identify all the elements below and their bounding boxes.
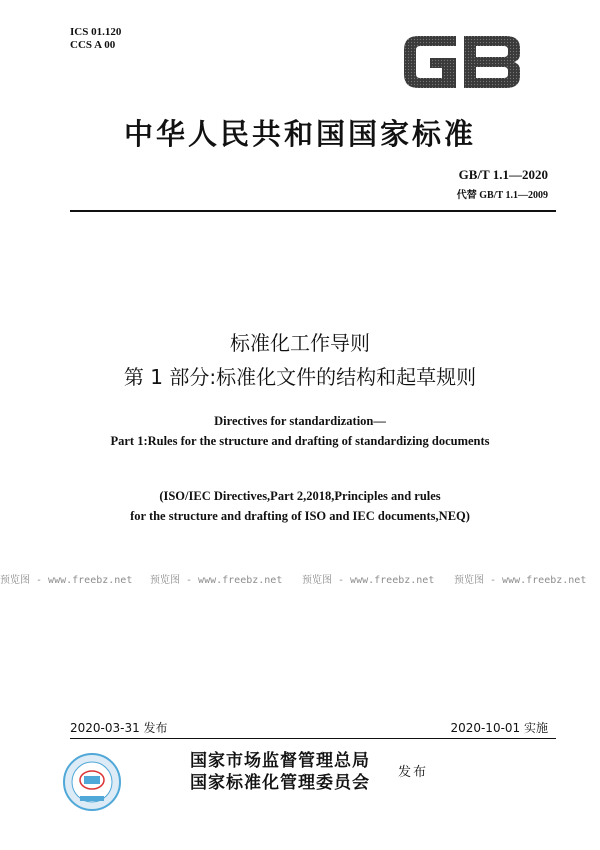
title-en-line2: Part 1:Rules for the structure and drafting of standardizing documents [110, 434, 490, 448]
certification-seal-icon [62, 752, 122, 812]
header-divider [70, 210, 556, 212]
ics-code: ICS 01.120 [70, 26, 122, 38]
gb-logo-icon [398, 26, 526, 98]
title-zh-line2: 第 1 部分:标准化文件的结构和起草规则 [123, 365, 477, 389]
footer-divider [70, 738, 556, 739]
preview-watermark [0, 572, 600, 590]
watermark-text: 预览图 - www.freebz.net [302, 575, 435, 586]
issuing-authorities [190, 750, 370, 794]
ccs-code: CCS A 00 [70, 39, 116, 51]
issuer-line2: 国家标准化管理委员会 [190, 773, 370, 793]
classification-codes [70, 26, 121, 52]
watermark-text: 预览图 - www.freebz.net [0, 575, 133, 586]
equivalence-line1: (ISO/IEC Directives,Part 2,2018,Principles and rules [159, 489, 441, 503]
title-zh-line1: 标准化工作导则 [230, 331, 370, 355]
implement-date: 2020-10-01 实施 [450, 721, 548, 735]
replaces-standard: 代替 GB/T 1.1—2009 [456, 190, 548, 201]
publish-date: 2020-03-31 发布 [70, 721, 168, 735]
watermark-text: 预览图 - www.freebz.net [454, 575, 587, 586]
standard-number-block [457, 167, 548, 201]
watermark-text: 预览图 - www.freebz.net [150, 575, 283, 586]
issuer-line1: 国家市场监督管理总局 [190, 751, 370, 771]
issue-label: 发布 [398, 765, 429, 780]
equivalence-line2: for the structure and drafting of ISO and IEC documents,NEQ) [130, 509, 470, 523]
country-standard-title: 中华人民共和国国家标准 [123, 117, 476, 151]
title-en-line1: Directives for standardization— [214, 414, 386, 428]
standard-number: GB/T 1.1—2020 [458, 167, 548, 182]
